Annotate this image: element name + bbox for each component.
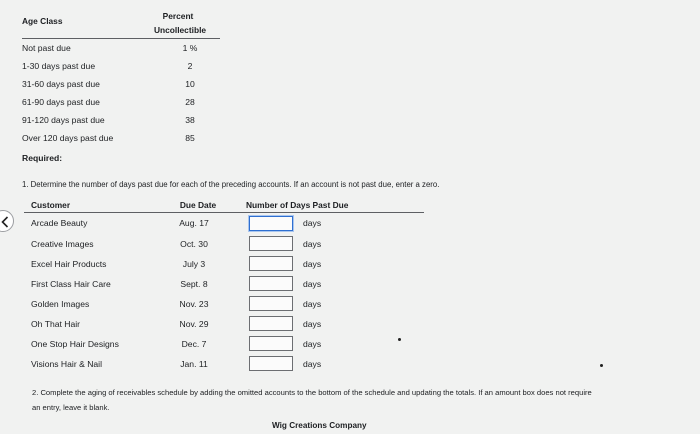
days-past-due-input[interactable] xyxy=(249,216,293,231)
cursor-dot xyxy=(600,364,603,367)
company-name-title: Wig Creations Company xyxy=(272,421,367,430)
aging-row-percent: 1 % xyxy=(182,43,198,53)
question-1-text: 1. Determine the number of days past due for each of the preceding accounts. If an account is not past due, enter a zero. xyxy=(22,180,440,189)
aging-row-age: 61-90 days past due xyxy=(22,97,100,107)
days-past-due-input[interactable] xyxy=(249,336,293,351)
days-past-due-input[interactable] xyxy=(249,256,293,271)
days-past-due-input[interactable] xyxy=(249,316,293,331)
due-date: Jan. 11 xyxy=(180,359,208,369)
aging-row-percent: 10 xyxy=(185,79,195,89)
chevron-left-icon xyxy=(1,216,9,228)
aging-row-age: Not past due xyxy=(22,43,71,53)
customer-name: One Stop Hair Designs xyxy=(31,339,119,349)
due-date: Aug. 17 xyxy=(179,218,209,228)
days-unit-label: days xyxy=(303,339,322,349)
days-unit-label: days xyxy=(303,259,322,269)
customer-name: Visions Hair & Nail xyxy=(31,359,103,369)
required-label: Required: xyxy=(22,153,63,163)
due-date: July 3 xyxy=(182,259,206,269)
accounts-header-rule xyxy=(24,212,424,213)
customer-name: Creative Images xyxy=(31,239,94,249)
days-unit-label: days xyxy=(303,359,322,369)
customer-name: Oh That Hair xyxy=(31,319,81,329)
percent-header-line1: Percent xyxy=(162,11,194,21)
percent-header-line2: Uncollectible xyxy=(153,25,207,35)
customer-name: Arcade Beauty xyxy=(31,218,88,228)
aging-row-percent: 85 xyxy=(185,133,195,143)
cursor-dot xyxy=(398,338,401,341)
days-unit-label: days xyxy=(303,279,322,289)
days-unit-label: days xyxy=(303,239,322,249)
aging-row-age: 91-120 days past due xyxy=(22,115,105,125)
due-date-header: Due Date xyxy=(179,200,217,210)
aging-row-percent: 2 xyxy=(187,61,193,71)
due-date: Nov. 29 xyxy=(179,319,209,329)
aging-row-age: Over 120 days past due xyxy=(22,133,114,143)
days-past-due-input[interactable] xyxy=(249,356,293,371)
back-button[interactable] xyxy=(0,210,14,232)
due-date: Sept. 8 xyxy=(180,279,208,289)
aging-row-age: 1-30 days past due xyxy=(22,61,96,71)
days-unit-label: days xyxy=(303,319,322,329)
question-2-text-line2: an entry, leave it blank. xyxy=(32,403,110,412)
due-date: Dec. 7 xyxy=(181,339,207,349)
customer-name: First Class Hair Care xyxy=(31,279,111,289)
aging-row-percent: 28 xyxy=(185,97,195,107)
days-past-due-input[interactable] xyxy=(249,296,293,311)
customer-name: Excel Hair Products xyxy=(31,259,107,269)
age-class-header: Age Class xyxy=(22,16,63,26)
days-unit-label: days xyxy=(303,299,322,309)
aging-header-rule xyxy=(22,38,220,39)
days-past-due-input[interactable] xyxy=(249,236,293,251)
days-unit-label: days xyxy=(303,218,322,228)
days-past-due-input[interactable] xyxy=(249,276,293,291)
days-past-due-header: Number of Days Past Due xyxy=(246,200,349,210)
due-date: Oct. 30 xyxy=(180,239,208,249)
due-date: Nov. 23 xyxy=(179,299,209,309)
customer-header: Customer xyxy=(31,200,71,210)
aging-row-percent: 38 xyxy=(185,115,195,125)
customer-name: Golden Images xyxy=(31,299,90,309)
aging-row-age: 31-60 days past due xyxy=(22,79,100,89)
question-2-text-line1: 2. Complete the aging of receivables schedule by adding the omitted accounts to the bottom of the schedule and updating the totals. If an amount box does not require xyxy=(32,388,592,397)
